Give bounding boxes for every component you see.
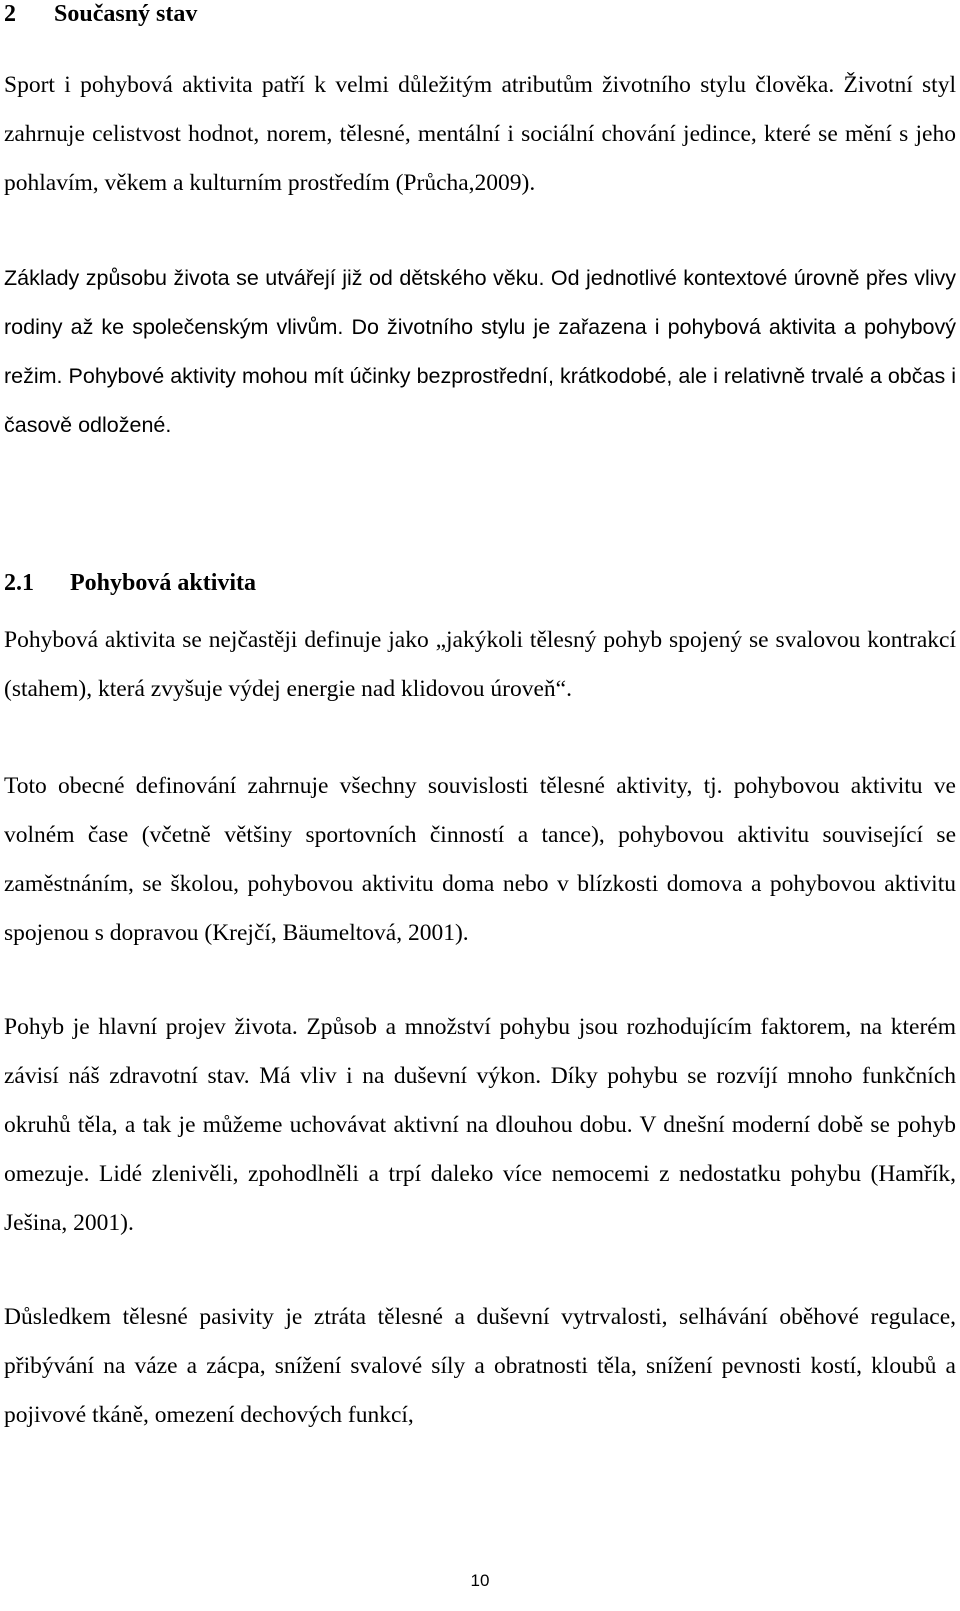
intro-paragraph-sans: Základy způsobu života se utvářejí již od dětského věku. Od jednotlivé kontextové úrovně přes vlivy rodiny až ke společenským vlivům. Do životního stylu je zařazena i pohybová aktivita a pohybový režim. Pohybové aktivity mohou mít účinky bezprostřední, krátkodobé, ale i relativně trvalé a občas i časově odložené. <box>4 266 956 437</box>
context-paragraph: Toto obecné definování zahrnuje všechny souvislosti tělesné aktivity, tj. pohybovou aktivitu ve volném čase (včetně většiny sportovních činností a tance), pohybovou aktivitu související se zaměstnáním, se školou, pohybovou aktivitu doma nebo v blízkosti domova a pohybovou aktivitu spojenou s dopravou (Krejčí, Bäumeltová, 2001). <box>4 773 956 946</box>
page-number: 10 <box>470 1571 490 1590</box>
movement-paragraph: Pohyb je hlavní projev života. Způsob a množství pohybu jsou rozhodujícím faktorem, na kterém závisí náš zdravotní stav. Má vliv i na duševní výkon. Díky pohybu se rozvíjí mnoho funkčních okruhů těla, a tak je můžeme uchovávat aktivní na dlouhou dobu. V dnešní moderní době se pohyb omezuje. Lidé zlenivěli, zpohodlněli a trpí daleko více nemocemi z nedostatku pohybu (Hamřík, Ješina, 2001). <box>4 1014 956 1236</box>
subsection-title: Pohybová aktivita <box>70 570 257 596</box>
passivity-paragraph: Důsledkem tělesné pasivity je ztráta tělesné a duševní vytrvalosti, selhávání oběhové regulace, přibývání na váze a zácpa, snížení svalové síly a obratnosti těla, snížení pevnosti kostí, kloubů a pojivové tkáně, omezení dechových funkcí, <box>4 1304 956 1428</box>
section-heading <box>4 0 197 28</box>
subsection-number: 2.1 <box>4 570 34 596</box>
section-title: Současný stav <box>54 1 198 27</box>
definition-paragraph: Pohybová aktivita se nejčastěji definuje jako „jakýkoli tělesný pohyb spojený se svalovou kontrakcí (stahem), která zvyšuje výdej energie nad klidovou úroveň“. <box>4 627 956 702</box>
intro-paragraph: Sport i pohybová aktivita patří k velmi důležitým atributům životního stylu člověka. Životní styl zahrnuje celistvost hodnot, norem, tělesné, mentální i sociální chování jedince, které se mění s jeho pohlavím, věkem a kulturním prostředím (Průcha,2009). <box>4 72 956 196</box>
subsection-heading <box>4 569 256 597</box>
section-number: 2 <box>4 1 16 27</box>
